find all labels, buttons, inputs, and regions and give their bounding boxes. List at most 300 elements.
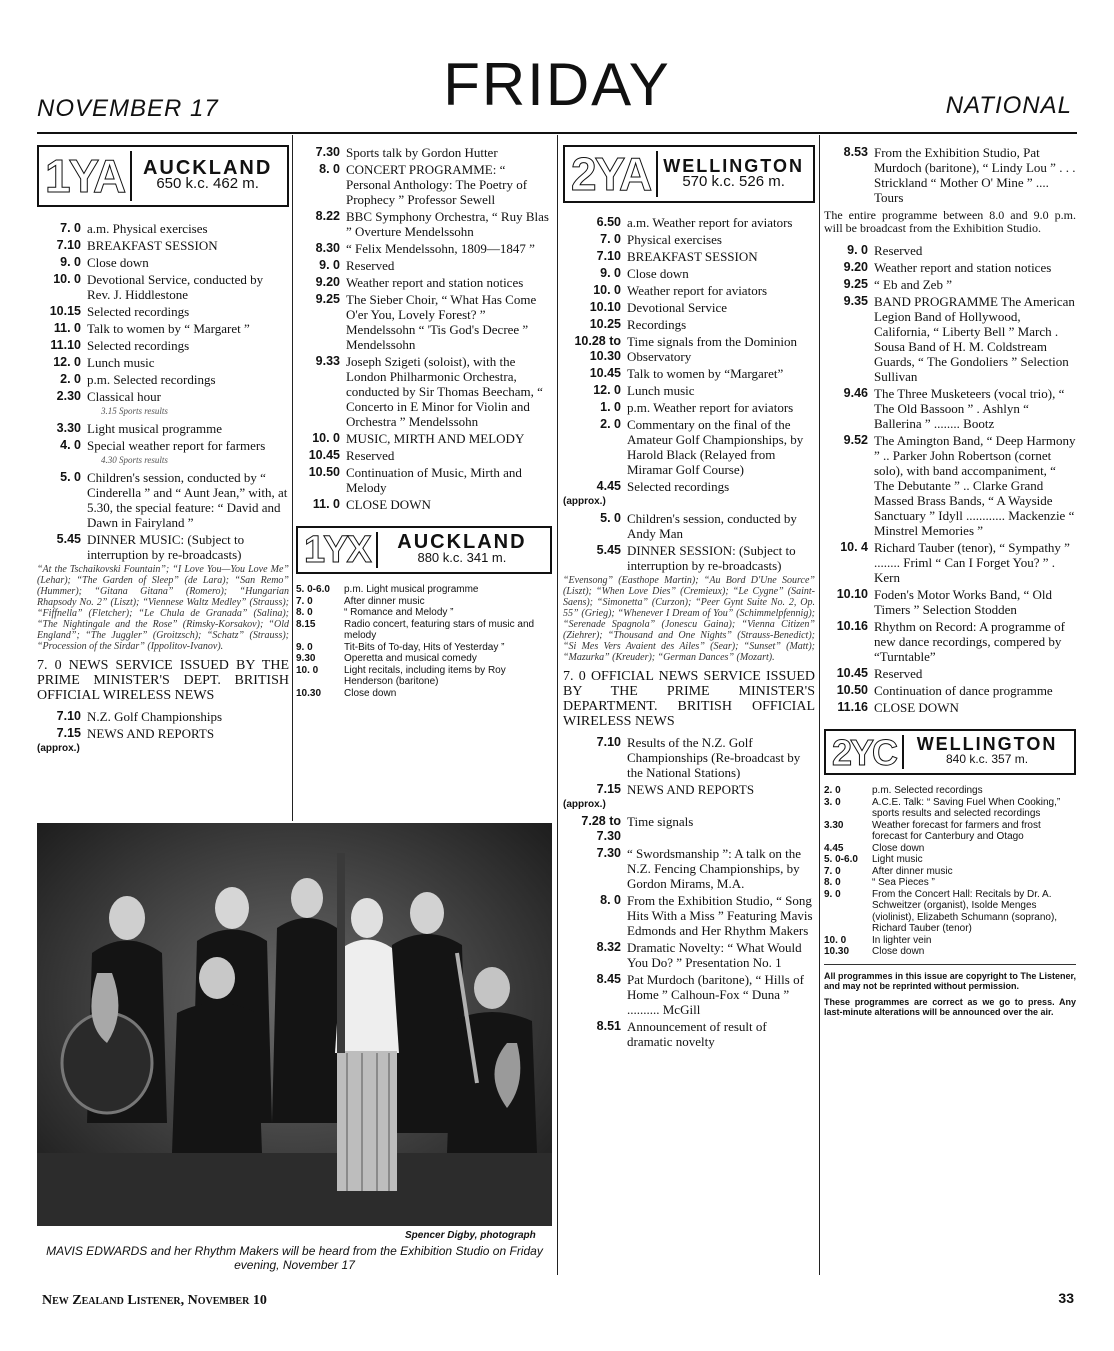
schedule-time: 4.45 [824,842,844,854]
schedule-time: 4. 0 [60,438,81,452]
schedule-item [37,255,289,270]
schedule-item [824,700,1076,715]
schedule-time: 10.30 [296,687,322,699]
exhibition-notice: The entire programme between 8.0 and 9.0 p.m. will be broadcast from the Exhibition Studio. [824,208,1076,235]
schedule-time: 9.25 [315,292,340,306]
station-box-1YA [37,145,289,207]
news-service-notice: 7. 0 NEWS SERVICE ISSUED BY THE PRIME MINISTER'S DEPT. BRITISH OFFICIAL WIRELESS NEWS [37,658,289,703]
schedule-text: Special weather report for farmers [87,438,266,453]
schedule-item [37,321,289,336]
schedule-time: 10. 0 [593,283,621,297]
schedule-item [37,438,289,468]
schedule-item [37,221,289,236]
schedule-time: 9.46 [843,386,868,400]
schedule-text: CONCERT PROGRAMME: “ Personal Anthology: The Poetry of Prophecy ” Professor Sewell [346,162,528,207]
schedule-time: 8. 0 [600,893,621,907]
schedule-item [37,372,289,387]
schedule-text: Dramatic Novelty: “ What Would You Do? ” Presentation No. 1 [627,940,802,970]
station-name: WELLINGTON [916,734,1058,754]
schedule-text: Physical exercises [627,232,722,247]
schedule-time: 5. 0 [600,511,621,525]
column-divider [557,135,558,1275]
schedule-item [824,854,1076,866]
schedule-text: Radio concert, featuring stars of music and melody [344,618,535,641]
schedule-time: 9. 0 [60,255,81,269]
schedule-item [563,283,815,298]
schedule-item [824,820,1076,843]
schedule-time: 3.30 [56,421,81,435]
schedule-text: N.Z. Golf Championships [87,709,223,724]
schedule-item [563,814,815,844]
schedule-time: 8.53 [843,145,868,159]
schedule-time: 10. 4 [840,540,868,554]
schedule-item [563,334,815,364]
schedule-time: 10.16 [836,619,868,633]
schedule-time: 9.20 [843,260,868,274]
schedule-text: Joseph Szigeti (soloist), with the London Philharmonic Orchestra, conducted by Sir Thomas Beecham, “ Concerto in E Minor for Violin and Orchestra ” Mendelssohn [346,354,543,429]
schedule-time: 3. 0 [824,796,841,808]
schedule-time: 2. 0 [824,785,841,796]
copyright-notice: All programmes in this issue are copyright to The Listener, and may not be reprinted without permission. [824,970,1076,991]
schedule-item [824,433,1076,538]
schedule-time: 8.32 [596,940,621,954]
station-box-2YC [824,729,1076,775]
schedule-item [37,389,289,419]
schedule-time: 1. 0 [600,400,621,414]
schedule-time: 2. 0 [60,372,81,386]
schedule-time: 10.45 [589,366,621,380]
schedule-time: 10.10 [836,587,868,601]
schedule-time: 9.35 [843,294,868,308]
schedule-list [563,511,815,573]
station-logo: 2YA [571,147,651,200]
schedule-item [824,866,1076,878]
schedule-item [296,431,552,446]
schedule-item [563,249,815,264]
schedule-time: 2. 0 [600,417,621,431]
band-photo [37,823,552,1226]
station-box-1YX [296,526,552,574]
schedule-item [563,782,815,797]
schedule-time: 7.30 [596,846,621,860]
schedule-item [296,688,552,700]
schedule-time: 6.50 [596,215,621,229]
schedule-text: Recordings [627,317,687,332]
schedule-text: “ Swordsmanship ”: A talk on the N.Z. Fencing Championships, by Gordon Mirams, M.A. [627,846,802,891]
schedule-item [563,317,815,332]
station-name: WELLINGTON [663,156,804,176]
schedule-item [824,386,1076,431]
schedule-text: Talk to women by “Margaret” [627,366,784,381]
schedule-time: 3.30 [824,819,844,831]
schedule-time: 10.10 [589,300,621,314]
schedule-text: Reserved [346,258,395,273]
dinner-music-list: “Evensong” (Easthope Martin); “Au Bord D'Une Source” (Liszt); “When Love Dies” (Cremieux); “Le Cygne” (Saint-Saens); “Simonetta” (Curzon); “Peer Gynt Suite No. 2, Op. 55” (Grieg); “Whenever I Dream of You” (Schimmelpfennig); “Serenade Spagnola” (Jonescu Gaina); “Vienna Citizen” (Ziehrer); “Thousand and One Nights” (Strauss-Benedict); “Si Mes Vers Avaient des Ailes” (Sear); “Sunset” (Matt); “Mazurka” (Kreuder); “German Dances” (Mozart). [563,575,815,663]
schedule-text: A.C.E. Talk: “ Saving Fuel When Cooking,” sports results and selected recordings [872,796,1061,819]
schedule-text: The Sieber Choir, “ What Has Come O'er You, Lovely Forest? ” Mendelssohn “ 'Tis God's Decree ” Mendelssohn [346,292,537,352]
schedule-time: 11. 0 [312,497,340,511]
schedule-text: Close down [344,687,397,699]
schedule-item [37,304,289,319]
schedule-time: 7.10 [56,709,81,723]
schedule-item [563,511,815,541]
schedule-item [37,421,289,436]
schedule-text: From the Exhibition Studio, “ Song Hits With a Miss ” Featuring Mavis Edmonds and Her Rhythm Makers [627,893,813,938]
schedule-text: BAND PROGRAMME The American Legion Band of Hollywood, California, “ Liberty Bell ” March . Sousa Band of H. M. Coldstream Guards, “ The Gondoliers ” Selection Sullivan [874,294,1075,384]
schedule-text: Reserved [346,448,395,463]
schedule-item [824,145,1076,205]
schedule-text: Richard Tauber (tenor), “ Sympathy ” ........ Friml “ Can I Forget You? ” . Kern [874,540,1070,585]
schedule-text: Operetta and musical comedy [344,653,477,664]
schedule-text: Continuation of Music, Mirth and Melody [346,465,522,495]
schedule-time: 9.52 [843,433,868,447]
schedule-time: 10.45 [836,666,868,680]
approx-note: (approx.) [563,799,606,810]
schedule-text: Devotional Service, conducted by Rev. J. Hiddlestone [87,272,264,302]
news-service-notice: 7. 0 OFFICIAL NEWS SERVICE ISSUED BY THE PRIME MINISTER'S DEPARTMENT. BRITISH OFFICIAL WIRELESS NEWS [563,669,815,729]
schedule-item [296,642,552,654]
schedule-list-small [296,584,552,699]
schedule-time: 10. 0 [296,664,319,676]
schedule-item [296,162,552,207]
network-label: NATIONAL [945,92,1072,119]
schedule-text: Reserved [874,243,923,258]
approx-note: (approx.) [563,496,606,507]
schedule-text: Weather forecast for farmers and frost forecast for Canterbury and Otago [872,819,1041,842]
schedule-item [563,846,815,891]
schedule-text: Lunch music [627,383,695,398]
issue-date: NOVEMBER 17 [37,95,219,122]
schedule-text: BBC Symphony Orchestra, “ Ruy Blas ” Overture Mendelssohn [346,209,549,239]
band-photo-image [37,823,552,1226]
schedule-item [296,354,552,429]
schedule-text: Announcement of result of dramatic novelty [627,1019,767,1049]
station-name: AUCKLAND [142,157,273,179]
schedule-time: 8.30 [315,241,340,255]
schedule-time: 4.45 [596,479,621,493]
schedule-text: BREAKFAST SESSION [627,249,758,264]
schedule-text: Lunch music [87,355,155,370]
schedule-text: p.m. Light musical programme [344,584,479,595]
page-number: 33 [1058,1290,1074,1306]
schedule-time: 7.10 [596,735,621,749]
schedule-text: a.m. Weather report for aviators [627,215,793,230]
schedule-text: After dinner music [344,595,425,607]
schedule-time: 5. 0 [60,470,81,484]
schedule-time: 9. 0 [824,888,841,900]
schedule-time: 10.50 [308,465,340,479]
schedule-text: Classical hour [87,389,162,404]
schedule-list [824,243,1076,715]
schedule-time: 8.22 [315,209,340,223]
page-title: FRIDAY [443,51,671,118]
header-rule [37,132,1077,134]
schedule-time: 7. 0 [600,232,621,246]
schedule-time: 9. 0 [600,266,621,280]
schedule-item [37,238,289,253]
schedule-item [296,258,552,273]
schedule-time: 8.15 [296,618,316,630]
schedule-item [296,241,552,256]
schedule-item [824,946,1076,958]
schedule-item [563,232,815,247]
schedule-time: 9.20 [315,275,340,289]
schedule-text: The Amington Band, “ Deep Harmony ” .. Parker John Robertson (cornet solo), with band accompaniment, “ The Debutante ” .. Clarke Grand Massed Brass Bands, “ A Wayside Sanctuary ” Idyll ............ Mackenzie “ Minstrel Memories ” [874,433,1076,538]
schedule-time: 8.51 [596,1019,621,1033]
schedule-time: 9.33 [315,354,340,368]
schedule-text: Light recitals, including items by Roy Henderson (baritone) [344,664,506,687]
photo-credit: Spencer Digby, photograph [405,1230,536,1241]
schedule-time: 10.30 [824,946,850,957]
schedule-item [824,877,1076,889]
schedule-text: Commentary on the final of the Amateur Golf Championships, by Harold Black (Relayed from Miramar Golf Course) [627,417,804,477]
schedule-text: DINNER SESSION: (Subject to interruption by re-broadcasts) [627,543,796,573]
schedule-text: Weather report and station notices [874,260,1052,275]
schedule-time: 11. 0 [53,321,81,335]
schedule-text: “ Romance and Melody ” [344,607,454,618]
schedule-time: 10.45 [308,448,340,462]
schedule-text: Close down [87,255,149,270]
schedule-text: “ Sea Pieces ” [872,877,935,888]
schedule-time: 8. 0 [319,162,340,176]
approx-note: (approx.) [37,743,80,754]
schedule-item [296,596,552,608]
schedule-time: 10. 0 [53,272,81,286]
schedule-time: 7.30 [315,145,340,159]
schedule-text: Time signals [627,814,694,829]
schedule-item [824,889,1076,935]
column-divider [292,135,293,821]
schedule-time: 5.45 [596,543,621,557]
schedule-time: 9. 0 [847,243,868,257]
schedule-text: Continuation of dance programme [874,683,1053,698]
schedule-item [824,683,1076,698]
column-divider [819,135,820,1275]
station-logo: 1YA [45,149,125,202]
schedule-item [37,709,289,724]
schedule-text: From the Exhibition Studio, Pat Murdoch (baritone), “ Lindy Lou ” . . . Strickland “ Mother O' Mine ” .... Tours [874,145,1076,205]
schedule-text: From the Concert Hall: Recitals by Dr. A. Schweitzer (organist), Isolde Menges (violinist), Elizabeth Schumann (soprano), Richard Tauber (tenor) [872,888,1058,934]
schedule-time: 10.50 [836,683,868,697]
schedule-time: 7.15 [56,726,81,740]
schedule-item [563,417,815,477]
schedule-list [563,215,815,494]
schedule-item [563,1019,815,1049]
schedule-text: Time signals from the Dominion Observatory [627,334,797,364]
schedule-text: Close down [872,946,925,957]
schedule-text: “ Felix Mendelssohn, 1809—1847 ” [346,241,535,256]
schedule-item [37,470,289,530]
schedule-time: 8. 0 [296,607,313,618]
schedule-list [563,735,815,797]
schedule-text: After dinner music [872,865,953,877]
schedule-time: 5.45 [56,532,81,546]
schedule-text: NEWS AND REPORTS [87,726,215,741]
station-frequency: 840 k.c. 357 m. [945,752,1029,766]
schedule-list [296,145,552,512]
schedule-item [37,355,289,370]
schedule-item [296,275,552,290]
schedule-text: Rhythm on Record: A programme of new dance recordings, compered by “Turntable” [874,619,1066,664]
station-frequency: 880 k.c. 341 m. [417,550,507,565]
schedule-text: CLOSE DOWN [346,497,431,512]
schedule-item [563,366,815,381]
schedule-text: Light music [872,854,923,865]
schedule-time: 9.25 [843,277,868,291]
photo-caption: MAVIS EDWARDS and her Rhythm Makers will be heard from the Exhibition Studio on Friday evening, November 17 [46,1244,543,1272]
schedule-item [296,607,552,619]
schedule-text: Devotional Service [627,300,727,315]
schedule-item [563,972,815,1017]
schedule-text: In lighter vein [872,934,932,946]
schedule-item [563,479,815,494]
column-2YA-evening [824,145,1076,1017]
schedule-item [37,272,289,302]
dinner-music-list: “At the Tschaikovski Fountain”; “I Love You—You Love Me” (Lehar); “The Garden of Sleep” (de Lara); “San Remo” (Hummer); “Gitana Gitana” (Romero); “Hungarian Rhapsody No. 2” (Liszt); “Viennese Waltz Medley” (Strauss); “Fiffnella” (Fletcher); “Le Chula de Granada” (Salina); “The Nightingale and the Rose” (Rimsky-Korsakov); “Old England”; “The Juggler” (Groitzsch); “Schatz” (Strauss); “Procession of the Sirdar” (Ippolitov-Ivanov). [37,564,289,652]
schedule-time: 9. 0 [296,641,313,653]
schedule-text: a.m. Physical exercises [87,221,208,236]
schedule-text: p.m. Selected recordings [87,372,216,387]
schedule-time: 9.30 [296,653,316,664]
schedule-item [37,338,289,353]
schedule-item [296,665,552,688]
schedule-item [824,935,1076,947]
schedule-time: 12. 0 [53,355,81,369]
schedule-text: Sports talk by Gordon Hutter [346,145,498,160]
schedule-list-small [824,785,1076,958]
column-2YA [563,145,815,1051]
schedule-item [824,540,1076,585]
column-1YA [37,145,289,758]
schedule-text: p.m. Weather report for aviators [627,400,794,415]
schedule-item [824,243,1076,258]
schedule-text: CLOSE DOWN [874,700,959,715]
schedule-item [296,465,552,495]
schedule-list [37,709,289,741]
schedule-text: BREAKFAST SESSION [87,238,218,253]
schedule-time: 7.10 [596,249,621,263]
footer-publication: New Zealand Listener, November 10 [42,1293,267,1308]
schedule-item [296,292,552,352]
schedule-item [563,893,815,938]
schedule-item [563,300,815,315]
schedule-item [563,215,815,230]
station-logo: 1YX [304,528,370,571]
schedule-time: 12. 0 [593,383,621,397]
schedule-item [563,735,815,780]
schedule-item [296,448,552,463]
schedule-item [824,619,1076,664]
schedule-text: NEWS AND REPORTS [627,782,755,797]
schedule-item [563,383,815,398]
station-box-2YA [563,145,815,203]
schedule-text: Weather report for aviators [627,283,768,298]
schedule-time: 7.10 [56,238,81,252]
schedule-item [824,797,1076,820]
schedule-item [296,619,552,642]
schedule-item [824,277,1076,292]
schedule-text: Results of the N.Z. Golf Championships (Re-broadcast by the National Stations) [627,735,801,780]
schedule-text: Selected recordings [87,304,190,319]
station-frequency: 650 k.c. 462 m. [156,175,259,192]
schedule-time: 5. 0-6.0 [296,584,330,595]
schedule-time: 9. 0 [319,258,340,272]
schedule-time: 2.30 [56,389,81,403]
schedule-time: 11.16 [837,700,868,714]
schedule-item [37,532,289,562]
schedule-text: Tit-Bits of To-day, Hits of Yesterday ” [344,641,505,653]
schedule-text: Reserved [874,666,923,681]
schedule-item [296,145,552,160]
station-name: AUCKLAND [397,531,527,553]
schedule-text: Children's session, conducted by Andy Man [627,511,797,541]
schedule-item [296,209,552,239]
schedule-item [824,294,1076,384]
schedule-item [824,666,1076,681]
schedule-item [563,940,815,970]
schedule-time: 7.28 to 7.30 [581,814,621,843]
schedule-text: Pat Murdoch (baritone), “ Hills of Home ” Calhoun-Fox “ Duna ” .......... McGill [627,972,804,1017]
press-notice: These programmes are correct as we go to press. Any last-minute alterations will be announced over the air. [824,996,1076,1017]
schedule-time: 11.10 [50,338,81,352]
schedule-time: 8.45 [596,972,621,986]
schedule-text: Children's session, conducted by “ Cinderella ” and “ Aunt Jean,” with, at 5.30, the special feature: “ David and Dawn in Fairyland ” [87,470,288,530]
schedule-text: DINNER MUSIC: (Subject to interruption by re-broadcasts) [87,532,245,562]
schedule-text: The Three Musketeers (vocal trio), “ The Old Bassoon ” . Ashlyn “ Ballerina ” ........ Bootz [874,386,1065,431]
schedule-time: 7. 0 [60,221,81,235]
column-1YA-evening [296,145,552,699]
schedule-time: 10.25 [589,317,621,331]
schedule-list [37,221,289,562]
schedule-text: Selected recordings [87,338,190,353]
schedule-text: Light musical programme [87,421,223,436]
schedule-time: 10.15 [49,304,81,318]
schedule-item [563,400,815,415]
schedule-list [824,145,1076,205]
schedule-note: 4.30 Sports results [101,455,168,465]
station-logo: 2YC [832,731,897,773]
schedule-item [824,843,1076,855]
schedule-time: 8. 0 [824,877,841,888]
schedule-time: 7. 0 [824,865,841,877]
schedule-time: 5. 0-6.0 [824,854,858,865]
schedule-item [824,260,1076,275]
schedule-text: Close down [872,842,925,854]
schedule-item [824,587,1076,617]
schedule-text: Close down [627,266,689,281]
schedule-time: 7. 0 [296,595,313,607]
schedule-time: 10.28 to 10.30 [574,334,621,363]
schedule-item [37,726,289,741]
schedule-note: 3.15 Sports results [101,406,168,416]
schedule-text: Weather report and station notices [346,275,524,290]
schedule-text: p.m. Selected recordings [872,785,983,796]
schedule-list [563,814,815,1049]
schedule-text: Talk to women by “ Margaret ” [87,321,250,336]
schedule-time: 10. 0 [312,431,340,445]
schedule-text: MUSIC, MIRTH AND MELODY [346,431,525,446]
schedule-item [296,497,552,512]
schedule-item [296,584,552,596]
schedule-time: 7.15 [596,782,621,796]
schedule-item [563,266,815,281]
schedule-text: Foden's Motor Works Band, “ Old Timers ” Selection Stodden [874,587,1052,617]
schedule-item [296,653,552,665]
schedule-item [563,543,815,573]
divider [824,964,1076,965]
schedule-text: Selected recordings [627,479,730,494]
station-frequency: 570 k.c. 526 m. [682,173,785,190]
